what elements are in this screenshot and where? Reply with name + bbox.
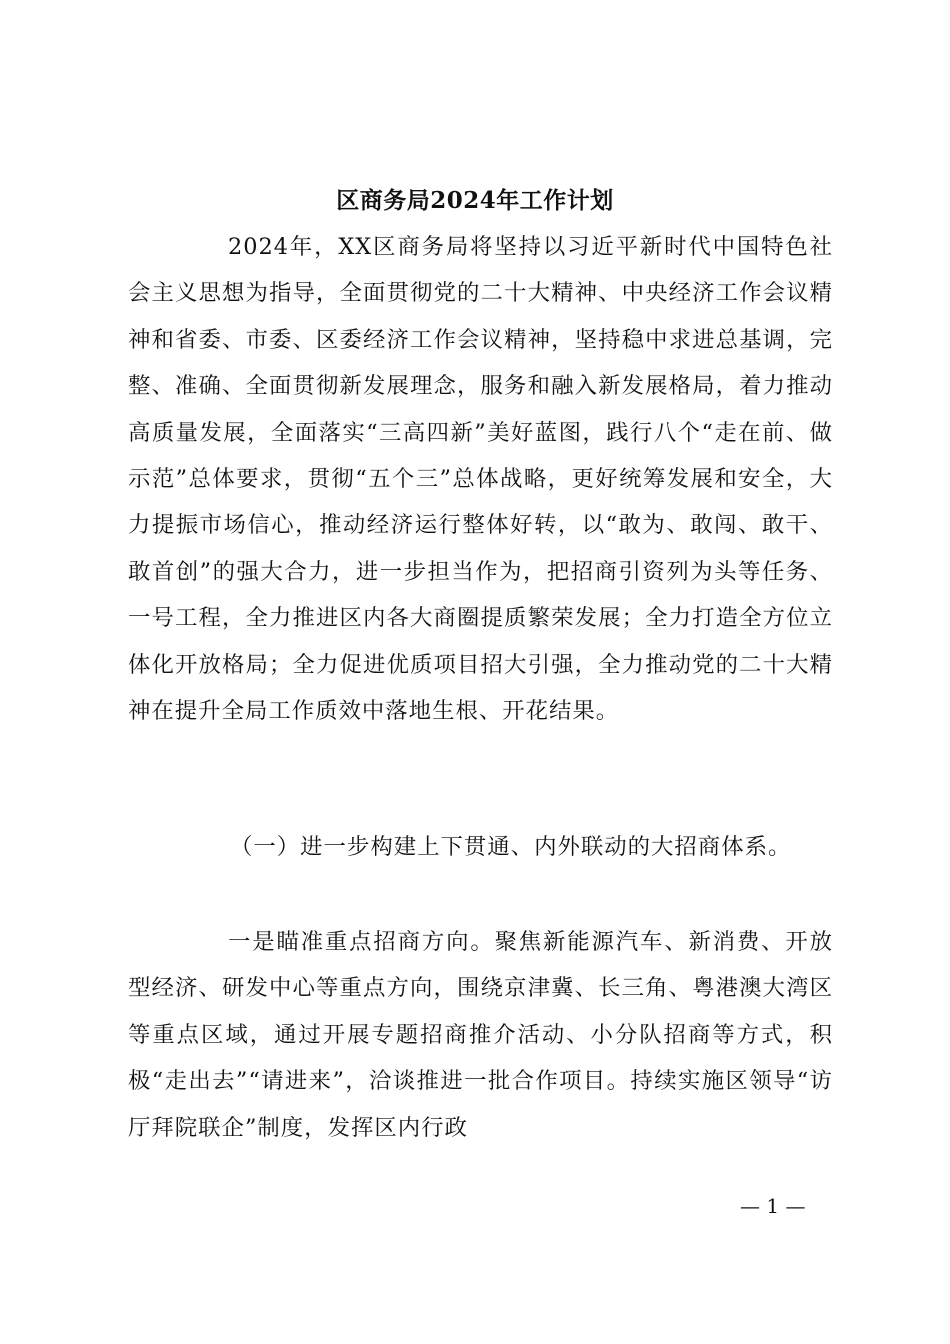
section-heading: （一）进一步构建上下贯通、内外联动的大招商体系。	[230, 834, 792, 860]
document-title: 区商务局2024年工作计划	[336, 187, 614, 214]
page-number: — 1 —	[740, 1194, 806, 1218]
intro-paragraph: 2024年，XX区商务局将坚持以习近平新时代中国特色社会主义思想为指导，全面贯彻党的二十大精神、中央经济工作会议精神和省委、市委、区委经济工作会议精神，坚持稳中求进总基调，完整、准确、全面贯彻新发展理念，服务和融入新发展格局，着力推动高质量发展，全面落实“三高四新”美好蓝图，践行八个“走在前、做示范”总体要求，贯彻“五个三”总体战略，更好统筹发展和安全，大力提振市场信心，推动经济运行整体好转，以“敢为、敢闯、敢干、敢首创”的强大合力，进一步担当作为，把招商引资列为头等任务、一号工程，全力推进区内各大商圈提质繁荣发展；全力打造全方位立体化开放格局；全力促进优质项目招大引强，全力推动党的二十大精神在提升全局工作质效中落地生根、开花结果。	[128, 234, 833, 725]
section-paragraph: 一是瞄准重点招商方向。聚焦新能源汽车、新消费、开放型经济、研发中心等重点方向，围绕京津冀、长三角、粤港澳大湾区等重点区域，通过开展专题招商推介活动、小分队招商等方式，积极“走出去”“请进来”，洽谈推进一批合作项目。持续实施区领导“访厅拜院联企”制度，发挥区内行政	[128, 929, 833, 1141]
